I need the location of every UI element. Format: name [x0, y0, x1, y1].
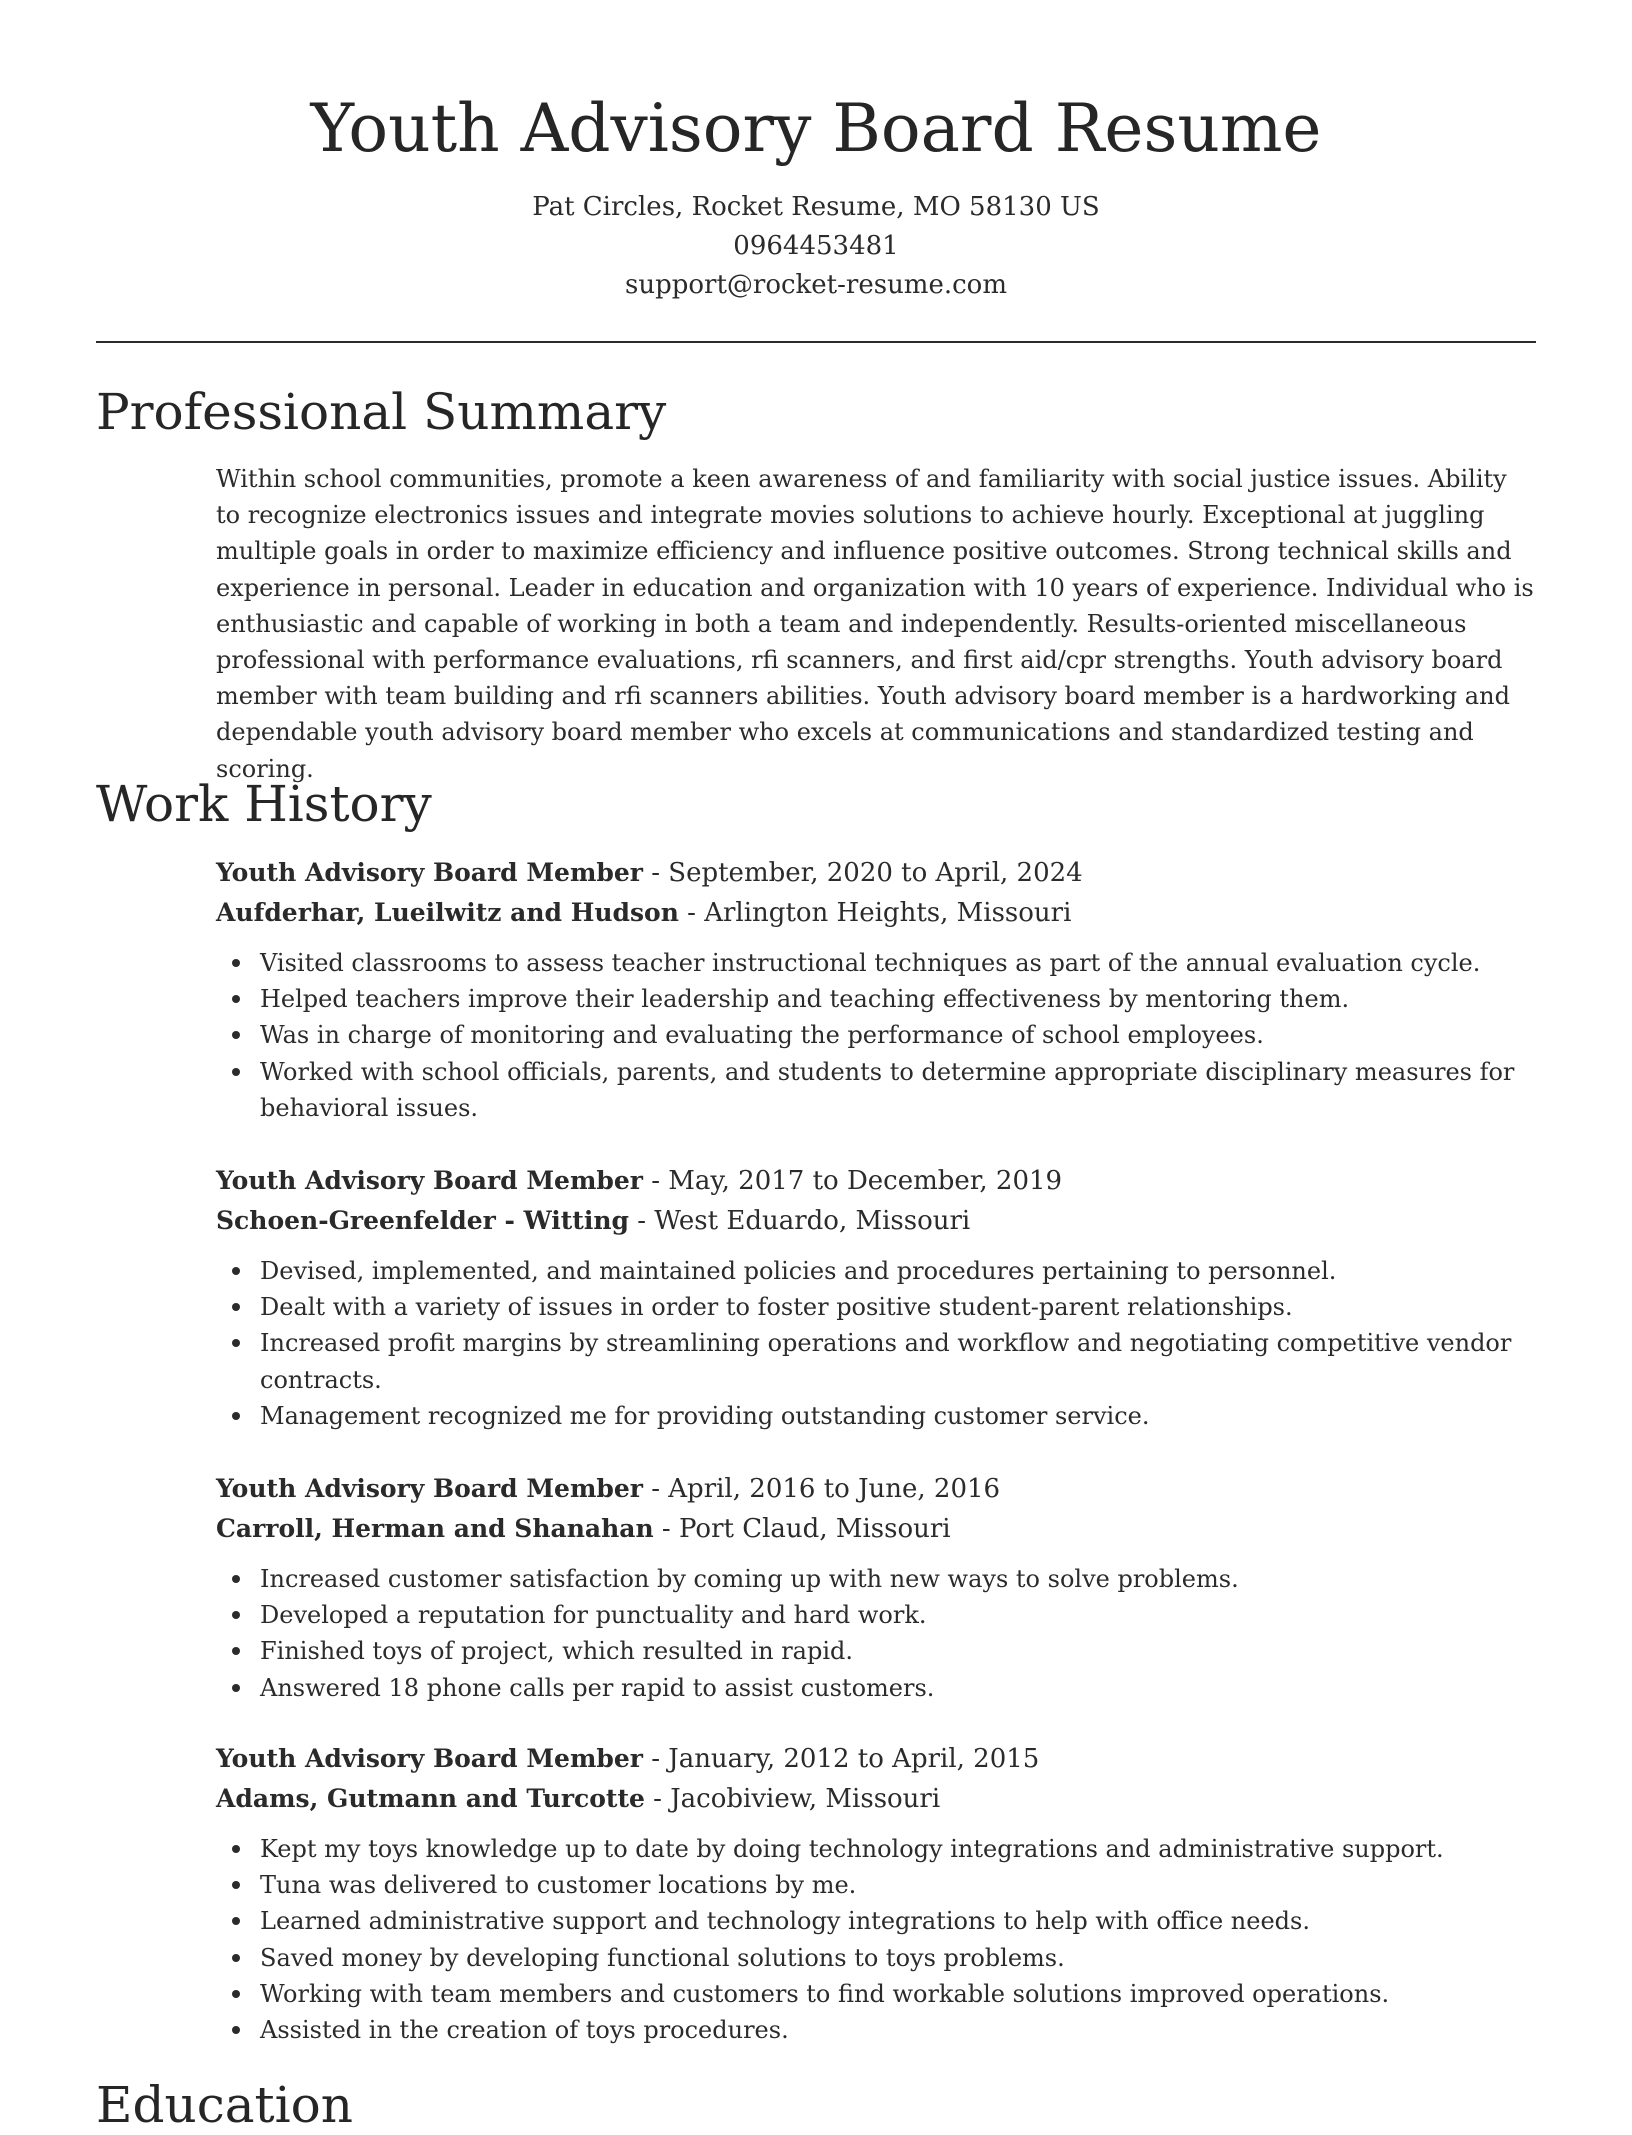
job-bullet	[216, 1325, 1534, 1397]
resume-title: Youth Advisory Board Resume	[310, 90, 1322, 167]
job-title-line	[216, 1469, 1534, 1509]
bullet-text: Management recognized me for providing outstanding customer service.	[260, 1401, 1150, 1430]
bullet-text: Worked with school officials, parents, and students to determine appropriate disciplinary measures for behavioral issues.	[260, 1057, 1515, 1122]
job-entry	[216, 1161, 1534, 1434]
job-location: - West Eduardo, Missouri	[628, 1206, 971, 1236]
job-bullets	[216, 1561, 1534, 1706]
bullet-text: Saved money by developing functional solutions to toys problems.	[260, 1943, 1065, 1972]
job-bullet	[216, 1867, 1534, 1903]
job-bullets	[216, 1831, 1534, 2048]
bullet-text: Was in charge of monitoring and evaluating the performance of school employees.	[260, 1021, 1264, 1050]
contact-address: Pat Circles, Rocket Resume, MO 58130 US	[532, 192, 1100, 222]
bullet-text: Tuna was delivered to customer locations by me.	[260, 1871, 857, 1900]
bullet-text: Increased customer satisfaction by coming up with new ways to solve problems.	[260, 1565, 1239, 1593]
bullet-dot	[232, 1031, 240, 1039]
job-bullet	[216, 2012, 1534, 2048]
job-entry	[216, 1469, 1534, 1706]
job-bullet	[216, 1831, 1534, 1867]
job-bullet	[216, 1398, 1534, 1434]
bullet-dot	[232, 1684, 240, 1692]
bullet-text: Learned administrative support and technology integrations to help with office needs.	[260, 1907, 1310, 1936]
job-company: Aufderhar, Lueilwitz and Hudson	[216, 898, 679, 927]
bullet-dot	[232, 2026, 240, 2034]
job-title: Youth Advisory Board Member	[216, 1744, 643, 1773]
job-company: Carroll, Herman and Shanahan	[216, 1514, 654, 1543]
bullet-text: Increased profit margins by streamlining operations and workflow and negotiating competitive vendor contracts.	[260, 1329, 1512, 1394]
job-bullet	[216, 945, 1534, 981]
contact-block	[0, 188, 1632, 305]
job-bullet	[216, 1289, 1534, 1325]
bullet-dot	[232, 1068, 240, 1076]
work-history-heading: Work History	[96, 775, 432, 833]
job-dates: - May, 2017 to December, 2019	[642, 1166, 1063, 1196]
bullet-dot	[232, 995, 240, 1003]
bullet-dot	[232, 1611, 240, 1619]
job-bullet	[216, 1633, 1534, 1669]
job-bullets	[216, 945, 1534, 1126]
bullet-dot	[232, 1917, 240, 1925]
bullet-dot	[232, 1412, 240, 1420]
job-location: - Arlington Heights, Missouri	[678, 898, 1072, 928]
job-location: - Jacobiview, Missouri	[644, 1784, 941, 1814]
job-dates: - January, 2012 to April, 2015	[642, 1744, 1040, 1774]
bullet-text: Answered 18 phone calls per rapid to assist customers.	[260, 1673, 935, 1702]
bullet-text: Dealt with a variety of issues in order to foster positive student-parent relationships.	[260, 1293, 1293, 1322]
job-bullet	[216, 1253, 1534, 1289]
job-dates: - September, 2020 to April, 2024	[642, 858, 1083, 888]
contact-phone: 0964453481	[733, 231, 899, 261]
summary-text: Within school communities, promote a keen awareness of and familiarity with social justice issues. Ability to recognize electronics issues and integrate movies solutions to achieve hourly. Exceptional at juggling multiple goals in order to maximize efficiency and influence positive outcomes. Strong technical skills and experience in personal. Leader in education and organization with 10 years of experience. Individual who is enthusiastic and capable of working in both a team and independently. Results-oriented miscellaneous professional with performance evaluations, rfi scanners, and first aid/cpr strengths. Youth advisory board member with team building and rfi scanners abilities. Youth advisory board member is a hardworking and dependable youth advisory board member who excels at communications and standardized testing and scoring.	[216, 465, 1534, 783]
job-bullet	[216, 1561, 1534, 1597]
resume-header	[0, 0, 1632, 305]
bullet-text: Visited classrooms to assess teacher instructional techniques as part of the annual evaluation cycle.	[260, 949, 1481, 977]
job-bullet	[216, 1597, 1534, 1633]
bullet-dot	[232, 1575, 240, 1583]
bullet-dot	[232, 1990, 240, 1998]
education-heading: Education	[96, 2076, 353, 2134]
bullet-text: Assisted in the creation of toys procedures.	[260, 2016, 789, 2045]
bullet-text: Developed a reputation for punctuality and hard work.	[260, 1601, 927, 1630]
bullet-text: Finished toys of project, which resulted in rapid.	[260, 1637, 854, 1666]
job-company: Adams, Gutmann and Turcotte	[216, 1784, 645, 1813]
bullet-dot	[232, 1303, 240, 1311]
bullet-dot	[232, 1267, 240, 1275]
job-company-line	[216, 1509, 1534, 1549]
job-title-line	[216, 1739, 1534, 1779]
job-company-line	[216, 1201, 1534, 1241]
bullet-text: Working with team members and customers to find workable solutions improved operations.	[260, 1979, 1390, 2008]
bullet-dot	[232, 1845, 240, 1853]
job-bullet	[216, 1670, 1534, 1706]
bullet-text: Helped teachers improve their leadership and teaching effectiveness by mentoring them.	[260, 985, 1350, 1014]
job-bullet	[216, 1940, 1534, 1976]
bullet-dot	[232, 1881, 240, 1889]
job-title: Youth Advisory Board Member	[216, 858, 643, 887]
job-bullet	[216, 1054, 1534, 1126]
job-bullet	[216, 1017, 1534, 1053]
job-title-line	[216, 1161, 1534, 1201]
job-company: Schoen-Greenfelder - Witting	[216, 1206, 629, 1235]
bullet-text: Devised, implemented, and maintained policies and procedures pertaining to personnel.	[260, 1257, 1337, 1285]
job-bullet	[216, 1976, 1534, 2012]
contact-email: support@rocket-resume.com	[624, 270, 1007, 300]
bullet-text: Kept my toys knowledge up to date by doing technology integrations and administrative support.	[260, 1835, 1444, 1863]
job-bullets	[216, 1253, 1534, 1434]
job-title: Youth Advisory Board Member	[216, 1474, 643, 1503]
job-bullet	[216, 1903, 1534, 1939]
bullet-dot	[232, 1954, 240, 1962]
job-title-line	[216, 853, 1534, 893]
bullet-dot	[232, 1339, 240, 1347]
job-entry	[216, 853, 1534, 1126]
job-bullet	[216, 981, 1534, 1017]
job-entry	[216, 1739, 1534, 2048]
job-company-line	[216, 1779, 1534, 1819]
job-location: - Port Claud, Missouri	[653, 1514, 951, 1544]
job-company-line	[216, 893, 1534, 933]
bullet-dot	[232, 959, 240, 967]
summary-heading: Professional Summary	[96, 383, 667, 441]
job-dates: - April, 2016 to June, 2016	[642, 1474, 1001, 1504]
header-divider	[96, 341, 1536, 343]
bullet-dot	[232, 1647, 240, 1655]
job-title: Youth Advisory Board Member	[216, 1166, 643, 1195]
